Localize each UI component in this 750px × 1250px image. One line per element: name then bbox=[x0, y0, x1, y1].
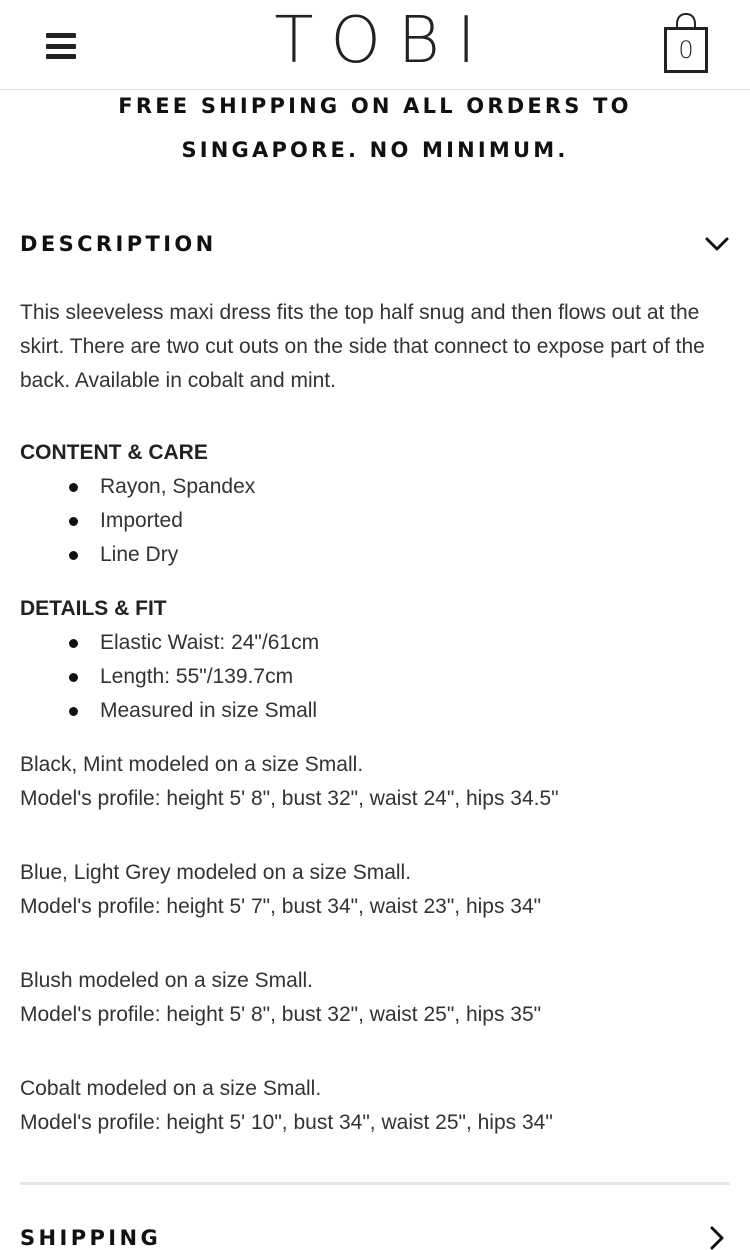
cart-button[interactable] bbox=[664, 12, 708, 74]
model-measurements: Model's profile: height 5' 10", bust 34", waist 25", hips 34" bbox=[20, 1111, 553, 1134]
model-profile bbox=[20, 856, 730, 924]
section-divider bbox=[20, 1182, 730, 1185]
model-colors: Blue, Light Grey modeled on a size Small. bbox=[20, 861, 412, 884]
model-colors: Blush modeled on a size Small. bbox=[20, 969, 313, 992]
model-measurements: Model's profile: height 5' 7", bust 34", waist 23", hips 34" bbox=[20, 895, 542, 918]
promo-line-1: FREE SHIPPING ON ALL ORDERS TO bbox=[118, 94, 632, 118]
site-header bbox=[0, 0, 750, 90]
model-colors: Black, Mint modeled on a size Small. bbox=[20, 753, 364, 776]
list-item: Imported bbox=[20, 504, 730, 538]
tobi-logo[interactable]: TOBI bbox=[274, 4, 493, 78]
chevron-right-icon[interactable] bbox=[704, 1225, 730, 1250]
details-fit-title: DETAILS & FIT bbox=[20, 597, 167, 620]
content-care-title: CONTENT & CARE bbox=[20, 441, 208, 464]
model-profile bbox=[20, 748, 730, 816]
list-item: Measured in size Small bbox=[20, 694, 730, 728]
details-fit-list bbox=[20, 626, 730, 728]
cart-count: 0 bbox=[678, 36, 694, 64]
description-title: DESCRIPTION bbox=[20, 232, 217, 256]
model-colors: Cobalt modeled on a size Small. bbox=[20, 1077, 322, 1100]
model-profiles bbox=[20, 748, 730, 1140]
model-profile bbox=[20, 964, 730, 1032]
free-shipping-banner bbox=[0, 84, 750, 172]
description-content bbox=[20, 296, 730, 1180]
description-text: This sleeveless maxi dress fits the top half snug and then flows out at the skirt. There are two cut outs on the side that connect to expose part of the back. Available in cobalt and mint. bbox=[20, 301, 705, 392]
model-measurements: Model's profile: height 5' 8", bust 32", waist 24", hips 34.5" bbox=[20, 787, 559, 810]
list-item: Rayon, Spandex bbox=[20, 470, 730, 504]
list-item: Elastic Waist: 24"/61cm bbox=[20, 626, 730, 660]
list-item: Line Dry bbox=[20, 538, 730, 572]
shipping-title: SHIPPING bbox=[20, 1226, 162, 1250]
model-measurements: Model's profile: height 5' 8", bust 32", waist 25", hips 35" bbox=[20, 1003, 542, 1026]
promo-line-2: SINGAPORE. NO MINIMUM. bbox=[181, 138, 569, 162]
description-accordion-header[interactable] bbox=[20, 224, 730, 264]
model-profile bbox=[20, 1072, 730, 1140]
shipping-accordion-header[interactable] bbox=[20, 1218, 730, 1250]
list-item: Length: 55"/139.7cm bbox=[20, 660, 730, 694]
content-care-list bbox=[20, 470, 730, 572]
chevron-down-icon[interactable] bbox=[704, 231, 730, 257]
